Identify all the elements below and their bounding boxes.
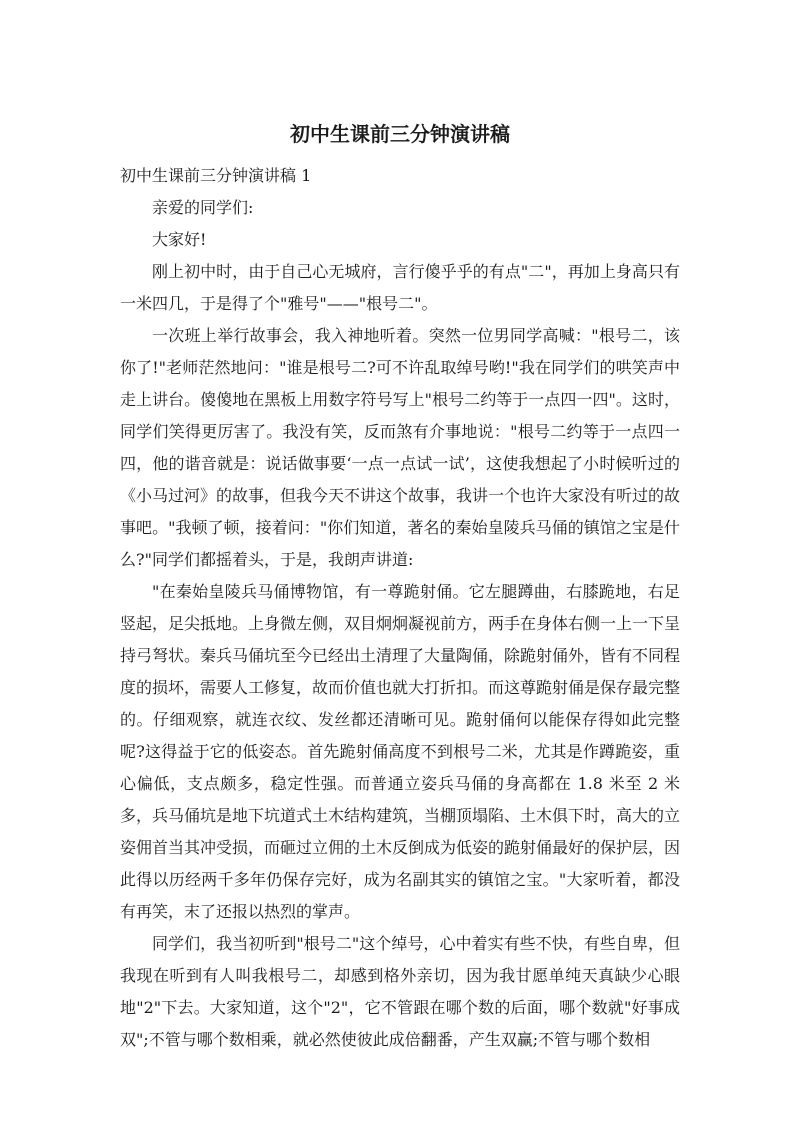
section-heading: 初中生课前三分钟演讲稿 1 — [120, 166, 312, 185]
paragraph-hello: 大家好! — [152, 230, 207, 249]
document-body — [120, 160, 680, 1056]
paragraph-4: 同学们，我当初听到"根号二"这个绰号，心中着实有些不快，有些自卑，但我现在听到有人叫我根号二，却感到格外亲切，因为我甘愿单纯天真缺少心眼地"2"下去。大家知道，这个"2"，它不管跟在哪个数的后面，哪个数就"好事成双";不管与哪个数相乘，就必然使彼此成倍翻番，产生双赢;不管与哪个数相 — [120, 934, 680, 1049]
paragraph-2: 一次班上举行故事会，我入神地听着。突然一位男同学高喊："根号二，该你了!"老师茫然地问："谁是根号二?可不许乱取绰号哟!"我在同学们的哄笑声中走上讲台。傻傻地在黑板上用数字符号写上"根号二约等于一点四一四"。这时，同学们笑得更厉害了。我没有笑，反而煞有介事地说："根号二约等于一点四一四，他的谐音就是：说话做事要‘一点一点试一试’，这使我想起了小时候听过的《小马过河》的故事，但我今天不讲这个故事，我讲一个也许大家没有听过的故事吧。"我顿了顿，接着问："你们知道，著名的秦始皇陵兵马俑的镇馆之宝是什么?"同学们都摇着头，于是，我朗声讲道: — [120, 326, 681, 569]
paragraph-greeting: 亲爱的同学们: — [152, 198, 254, 217]
paragraph-1: 刚上初中时，由于自己心无城府，言行傻乎乎的有点"二"，再加上身高只有一米四几，于是得了个"雅号"——"根号二"。 — [120, 262, 680, 313]
document-title: 初中生课前三分钟演讲稿 — [290, 122, 510, 146]
paragraph-3: "在秦始皇陵兵马俑博物馆，有一尊跪射俑。它左腿蹲曲，右膝跪地，右足竖起，足尖抵地。上身微左侧，双目炯炯凝视前方，两手在身体右侧一上一下呈持弓弩状。秦兵马俑坑至今已经出土清理了大量陶俑，除跪射俑外，皆有不同程度的损坏，需要人工修复，故而价值也就大打折扣。而这尊跪射俑是保存最完整的。仔细观察，就连衣纹、发丝都还清晰可见。跪射俑何以能保存得如此完整呢?这得益于它的低姿态。首先跪射俑高度不到根号二米，尤其是作蹲跪姿，重心偏低，支点颇多，稳定性强。而普通立姿兵马俑的身高都在 1.8 米至 2 米多，兵马俑坑是地下坑道式土木结构建筑，当棚顶塌陷、土木俱下时，高大的立姿佣首当其冲受损，而砸过立佣的土木反倒成为低姿的跪射俑最好的保护层，因此得以历经两千多年仍保存完好，成为名副其实的镇馆之宝。"大家听着，都没有再笑，末了还报以热烈的掌声。 — [120, 582, 681, 921]
